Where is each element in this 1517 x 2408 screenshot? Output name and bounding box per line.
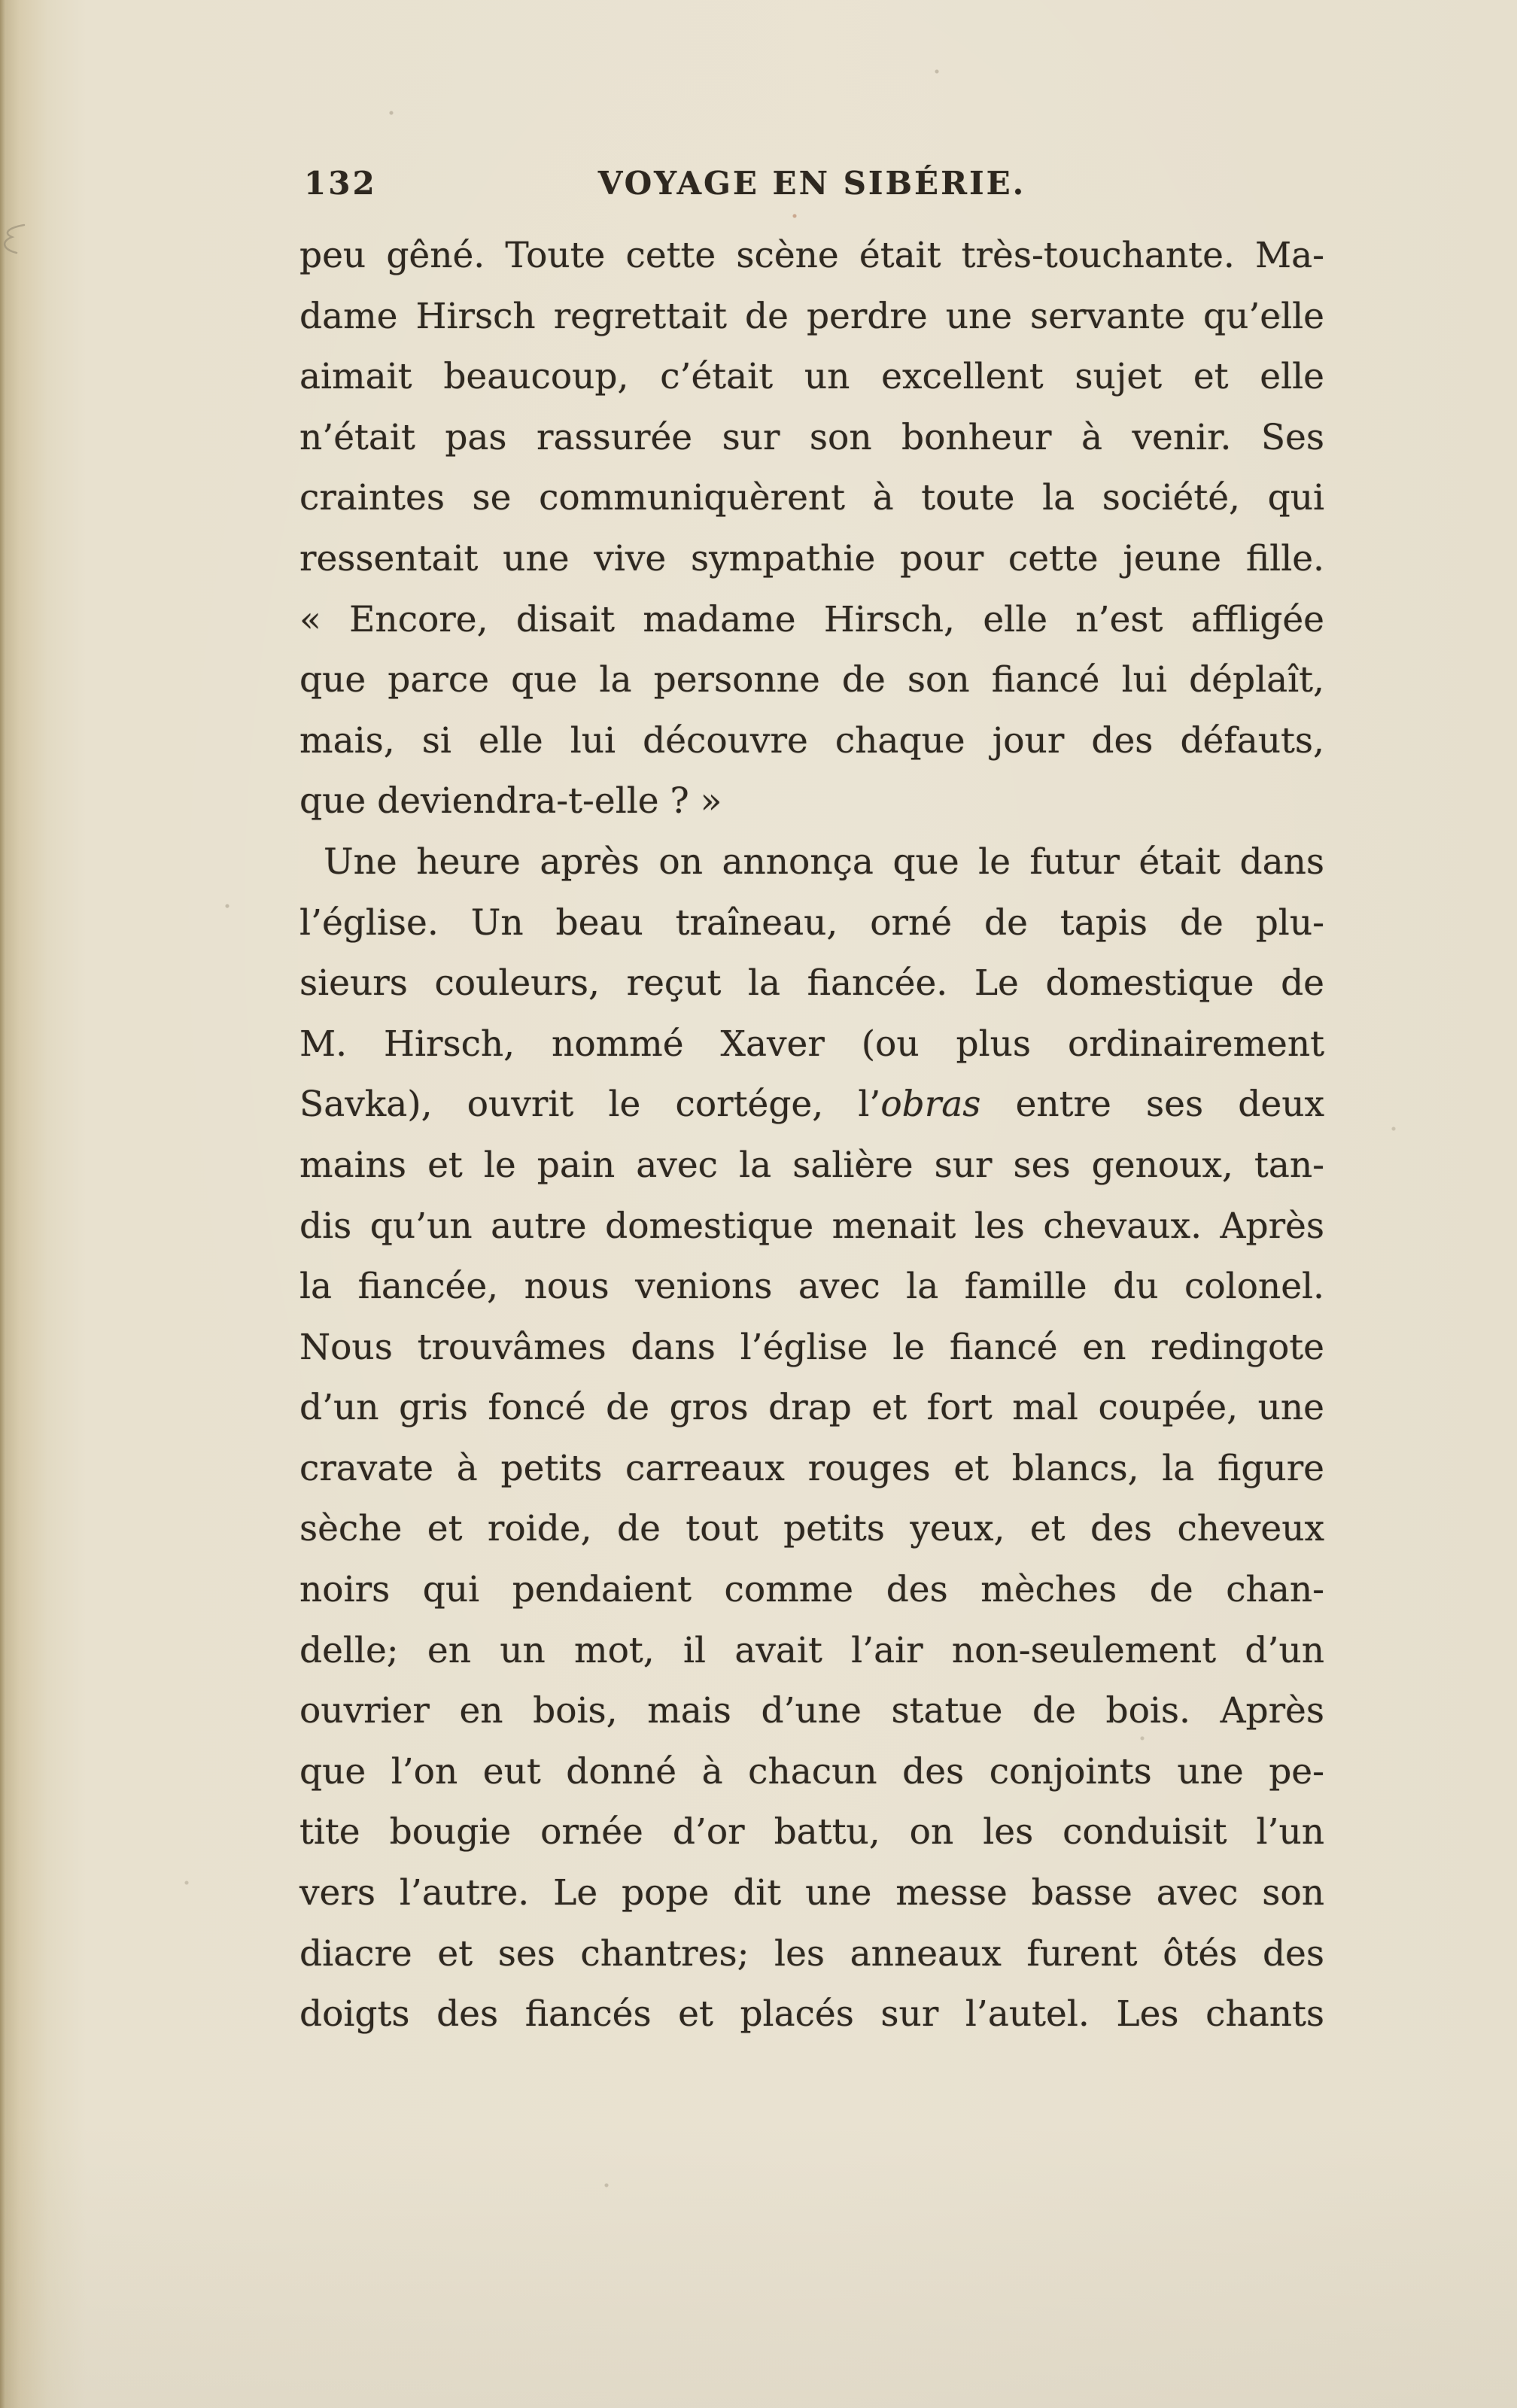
body-line: l’église. Un beau traîneau, orné de tapis de plu- [299, 901, 1324, 944]
body-line: que l’on eut donné à chacun des conjoints une pe- [299, 1750, 1324, 1792]
body-line: noirs qui pendaient comme des mèches de chan- [299, 1569, 1324, 1611]
body-line: tite bougie ornée d’or battu, on les conduisit l’un [299, 1811, 1324, 1853]
body-line: la fiancée, nous venions avec la famille du colonel. [299, 1266, 1324, 1308]
body-line: sieurs couleurs, reçut la fiancée. Le domestique de [299, 962, 1324, 1005]
page-header [299, 164, 1324, 206]
body-line: dis qu’un autre domestique menait les chevaux. Après [299, 1205, 1324, 1247]
body-line: Savka), ouvrit le cortége, l’obras entre ses deux [299, 1084, 1324, 1126]
body-line: Nous trouvâmes dans l’église le fiancé en redingote [299, 1326, 1324, 1368]
body-line: delle; en un mot, il avait l’air non-seulement d’un [299, 1629, 1324, 1671]
body-line: d’un gris foncé de gros drap et fort mal coupée, une [299, 1387, 1324, 1429]
body-line: ouvrier en bois, mais d’une statue de bois. Après [299, 1690, 1324, 1732]
body-line: cravate à petits carreaux rouges et blancs, la figure [299, 1447, 1324, 1489]
page-number: 132 [304, 165, 377, 202]
body-line: mais, si elle lui découvre chaque jour des défauts, [299, 719, 1324, 762]
body-line: diacre et ses chantres; les anneaux furent ôtés des [299, 1932, 1324, 1975]
body-line: Une heure après on annonça que le futur était dans [324, 841, 1324, 883]
body-line: craintes se communiquèrent à toute la société, qui [299, 477, 1324, 519]
italic-term: obras [880, 1084, 981, 1126]
body-line: que parce que la personne de son fiancé lui déplaît, [299, 659, 1324, 701]
body-line: que deviendra-t-elle ? » [299, 780, 722, 822]
pencil-mark [0, 223, 27, 256]
body-line: n’était pas rassurée sur son bonheur à venir. Ses [299, 416, 1324, 458]
body-line: dame Hirsch regrettait de perdre une servante qu’elle [299, 295, 1324, 337]
body-line: peu gêné. Toute cette scène était très-touchante. Ma- [299, 235, 1324, 276]
body-line: aimait beaucoup, c’était un excellent sujet et elle [299, 356, 1324, 398]
body-line: doigts des fiancés et placés sur l’autel. Les chants [299, 1993, 1324, 2036]
body-line: ressentait une vive sympathie pour cette jeune fille. [299, 537, 1324, 579]
body-line: sèche et roide, de tout petits yeux, et des cheveux [299, 1508, 1324, 1550]
running-title: VOYAGE EN SIBÉRIE. [597, 165, 1026, 202]
body-line: « Encore, disait madame Hirsch, elle n’est affligée [299, 598, 1324, 640]
body-line: mains et le pain avec la salière sur ses genoux, tan- [299, 1144, 1324, 1186]
body-text [299, 226, 1324, 2045]
body-line: vers l’autre. Le pope dit une messe basse avec son [299, 1872, 1324, 1914]
body-line: M. Hirsch, nommé Xaver (ou plus ordinairement [299, 1023, 1324, 1065]
